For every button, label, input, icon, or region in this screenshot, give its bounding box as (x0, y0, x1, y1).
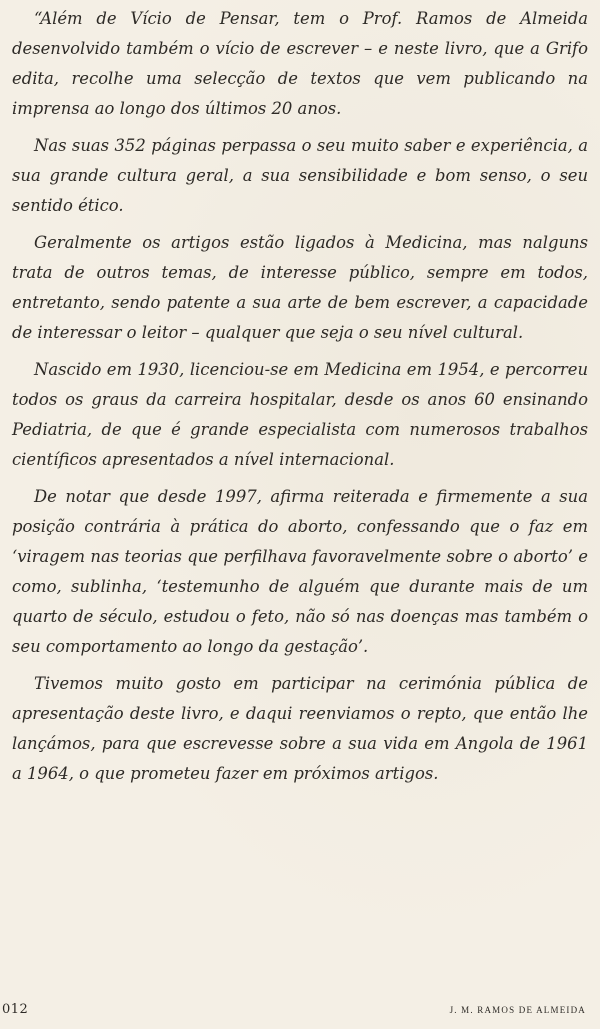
page-footer (0, 1000, 600, 1026)
body-text (12, 4, 588, 796)
paragraph-1: “Além de Vício de Pensar, tem o Prof. Ramos de Almeida desenvolvido também o vício de escrever – e neste livro, que a Grifo edita, recolhe uma selecção de textos que vem publicando na imprensa ao longo dos últimos 20 anos. (12, 9, 588, 118)
paragraph-6: Tivemos muito gosto em participar na cerimónia pública de apresentação deste livro, e daqui reenviamos o repto, que então lhe lançámos, para que escrevesse sobre a sua vida em Angola de 1961 a 1964, o que prometeu fazer em próximos artigos. (12, 674, 588, 783)
paragraph-5: De notar que desde 1997, afirma reiterada e firmemente a sua posição contrária à prática do aborto, confessando que o faz em ‘viragem nas teorias que perfilhava favoravelmente sobre o aborto’ e como, sublinha, ‘testemunho de alguém que durante mais de um quarto de século, estudou o feto, não só nas doenças mas também o seu comportamento ao longo da gestação’. (12, 487, 588, 656)
paragraph-2: Nas suas 352 páginas perpassa o seu muito saber e experiência, a sua grande cultura geral, a sua sensibilidade e bom senso, o seu sentido ético. (12, 136, 588, 215)
paragraph-4: Nascido em 1930, licenciou-se em Medicina em 1954, e percorreu todos os graus da carreira hospitalar, desde os anos 60 ensinando Pediatria, de que é grande especialista com numerosos trabalhos científicos apresentados a nível internacional. (12, 360, 588, 469)
paragraph-3: Geralmente os artigos estão ligados à Medicina, mas nalguns trata de outros temas, de interesse público, sempre em todos, entretanto, sendo patente a sua arte de bem escrever, a capacidade de interessar o leitor – qualquer que seja o seu nível cultural. (12, 233, 588, 342)
running-author: J. M. RAMOS DE ALMEIDA (449, 1005, 586, 1015)
page-number: 012 (2, 1002, 29, 1017)
